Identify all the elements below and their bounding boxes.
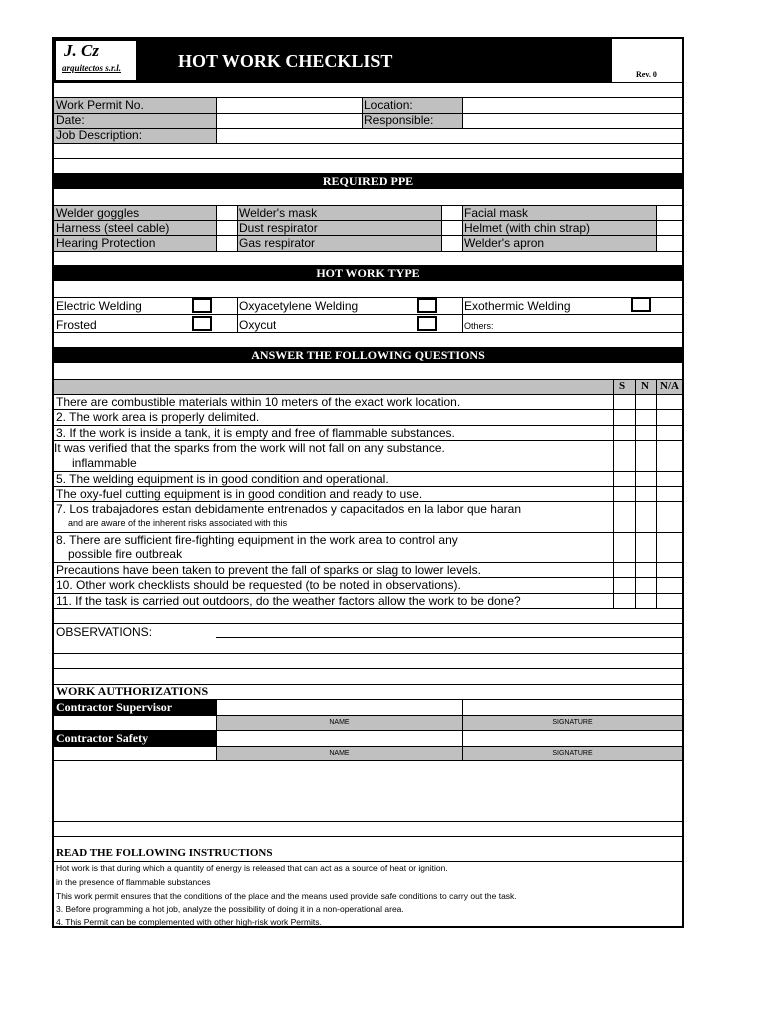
answer-q11-na[interactable] [657,594,682,608]
question-4-line2: inflammable [72,456,137,470]
answer-q9-na[interactable] [657,563,682,577]
answer-q2-s[interactable] [614,410,635,425]
answer-q9-n[interactable] [636,563,656,577]
answer-q5-na[interactable] [657,472,682,486]
question-7-line1: 7. Los trabajadores estan debidamente entrenados y capacitados en la labor que haran [56,502,521,516]
question-11: 11. If the task is carried out outdoors, do the weather factors allow the work to be done? [56,594,521,608]
answer-q8-n[interactable] [636,533,656,562]
answer-q4-s[interactable] [614,441,635,471]
supervisor-name-caption: NAME [217,716,462,730]
ppe-welders-mask: Welder's mask [239,206,318,220]
logo-subtext: arquitectos s.r.l. [62,63,122,73]
question-8-line2: possible fire outbreak [68,547,183,561]
safety-name-caption: NAME [217,747,462,760]
responsible-label: Responsible: [364,113,434,127]
type-oxyacetylene-checkbox[interactable] [417,298,437,313]
answer-q1-s[interactable] [614,395,635,409]
ppe-check-gas-respirator[interactable] [442,236,461,250]
contractor-supervisor-label: Contractor Supervisor [54,700,216,715]
location-field[interactable] [463,98,682,113]
type-oxycut-label: Oxycut [239,318,277,332]
instruction-line-4: 3. Before programming a hot job, analyze the possibility of doing it in a non-operational area. [56,904,404,914]
ppe-check-welder-goggles[interactable] [217,206,236,220]
question-3: 3. If the work is inside a tank, it is empty and free of flammable substances. [56,426,455,440]
answer-q5-s[interactable] [614,472,635,486]
ppe-helmet: Helmet (with chin strap) [464,221,591,235]
type-others-field[interactable] [504,315,682,331]
instruction-line-3: This work permit ensures that the conditions of the place and the means used provide safe conditions to carry out the task. [56,891,517,901]
answer-q6-na[interactable] [657,487,682,501]
answer-q4-na[interactable] [657,441,682,471]
page-title: HOT WORK CHECKLIST [178,51,393,71]
ppe-facial-mask: Facial mask [464,206,529,220]
ppe-dust-respirator: Dust respirator [239,221,318,235]
question-6: The oxy-fuel cutting equipment is in good condition and ready to use. [56,487,423,501]
col-header-n: N [641,380,649,392]
safety-signature-field[interactable] [463,731,682,746]
work-type-section-title: HOT WORK TYPE [54,265,682,281]
hot-work-checklist-form [52,37,684,928]
answer-q2-n[interactable] [636,410,656,425]
date-label: Date: [56,113,85,127]
type-electric-welding-checkbox[interactable] [192,298,212,313]
logo-text: J. Cz [64,41,99,60]
answer-q7-na[interactable] [657,502,682,532]
responsible-field[interactable] [463,113,682,128]
contractor-safety-label: Contractor Safety [54,731,216,746]
ppe-section-title: REQUIRED PPE [54,173,682,189]
date-field[interactable] [217,113,361,128]
supervisor-signature-caption: SIGNATURE [463,716,682,730]
ppe-hearing-protection: Hearing Protection [56,236,156,250]
authorizations-title: WORK AUTHORIZATIONS [56,684,209,698]
safety-name-field[interactable] [217,731,461,746]
question-1: There are combustible materials within 10 meters of the exact work location. [56,395,461,409]
answer-q8-na[interactable] [657,533,682,562]
answer-q4-n[interactable] [636,441,656,471]
location-label: Location: [364,98,413,112]
instruction-line-1: Hot work is that during which a quantity of energy is released that can act as a source of heat or ignition. [56,863,448,873]
question-10: 10. Other work checklists should be requested (to be noted in observations). [56,578,461,592]
ppe-check-welders-apron[interactable] [657,236,682,250]
answer-q10-s[interactable] [614,578,635,593]
answer-q3-n[interactable] [636,426,656,440]
answer-q3-na[interactable] [657,426,682,440]
supervisor-signature-field[interactable] [463,700,682,715]
answer-q7-s[interactable] [614,502,635,532]
questions-header-row [54,379,682,394]
job-description-field[interactable] [217,128,682,143]
type-exothermic-label: Exothermic Welding [464,299,571,313]
type-others-label: Others: [464,321,494,331]
ppe-gas-respirator: Gas respirator [239,236,316,250]
answer-q9-s[interactable] [614,563,635,577]
answer-q2-na[interactable] [657,410,682,425]
observations-field[interactable] [217,623,682,638]
answer-q7-n[interactable] [636,502,656,532]
type-exothermic-checkbox[interactable] [631,297,651,312]
instruction-line-5: 4. This Permit can be complemented with other high-risk work Permits. [56,917,322,927]
supervisor-name-field[interactable] [217,700,461,715]
ppe-check-helmet[interactable] [657,221,682,235]
work-permit-no-label: Work Permit No. [56,98,144,112]
type-frosted-label: Frosted [56,318,97,332]
type-oxycut-checkbox[interactable] [417,316,437,331]
company-logo [56,41,136,80]
answer-q10-na[interactable] [657,578,682,593]
ppe-welders-apron: Welder's apron [464,236,545,250]
question-4-line1: It was verified that the sparks from the work will not fall on any substance. [54,441,445,455]
question-9: Precautions have been taken to prevent the fall of sparks or slag to lower levels. [56,563,481,577]
type-electric-welding-label: Electric Welding [56,299,142,313]
answer-q11-n[interactable] [636,594,656,608]
revision-label: Rev. 0 [636,70,657,79]
answer-q1-n[interactable] [636,395,656,409]
question-7-line2: and are aware of the inherent risks associated with this [68,518,288,528]
ppe-check-facial-mask[interactable] [657,206,682,220]
col-header-s: S [619,380,626,392]
ppe-check-dust-respirator[interactable] [442,221,461,235]
work-permit-no-field[interactable] [217,98,361,113]
type-oxyacetylene-label: Oxyacetylene Welding [239,299,359,313]
safety-signature-caption: SIGNATURE [463,747,682,760]
answer-q6-s[interactable] [614,487,635,501]
answer-q1-na[interactable] [657,395,682,409]
observations-label: OBSERVATIONS: [56,625,153,639]
question-5: 5. The welding equipment is in good condition and operational. [56,472,389,486]
question-8-line1: 8. There are sufficient fire-fighting equipment in the work area to control any [56,533,458,547]
ppe-check-hearing-protection[interactable] [217,236,236,250]
questions-section-title: ANSWER THE FOLLOWING QUESTIONS [54,347,682,363]
answer-q10-n[interactable] [636,578,656,593]
instruction-line-2: in the presence of flammable substances [56,877,211,887]
ppe-check-welders-mask[interactable] [442,206,461,220]
answer-q5-n[interactable] [636,472,656,486]
ppe-welder-goggles: Welder goggles [56,206,140,220]
answer-q8-s[interactable] [614,533,635,562]
answer-q3-s[interactable] [614,426,635,440]
ppe-harness: Harness (steel cable) [56,221,170,235]
answer-q11-s[interactable] [614,594,635,608]
job-description-label: Job Description: [56,128,143,142]
ppe-check-harness[interactable] [217,221,236,235]
answer-q6-n[interactable] [636,487,656,501]
instructions-title: READ THE FOLLOWING INSTRUCTIONS [56,847,273,859]
question-2: 2. The work area is properly delimited. [56,410,260,424]
type-frosted-checkbox[interactable] [192,316,212,331]
col-header-na: N/A [660,380,679,392]
